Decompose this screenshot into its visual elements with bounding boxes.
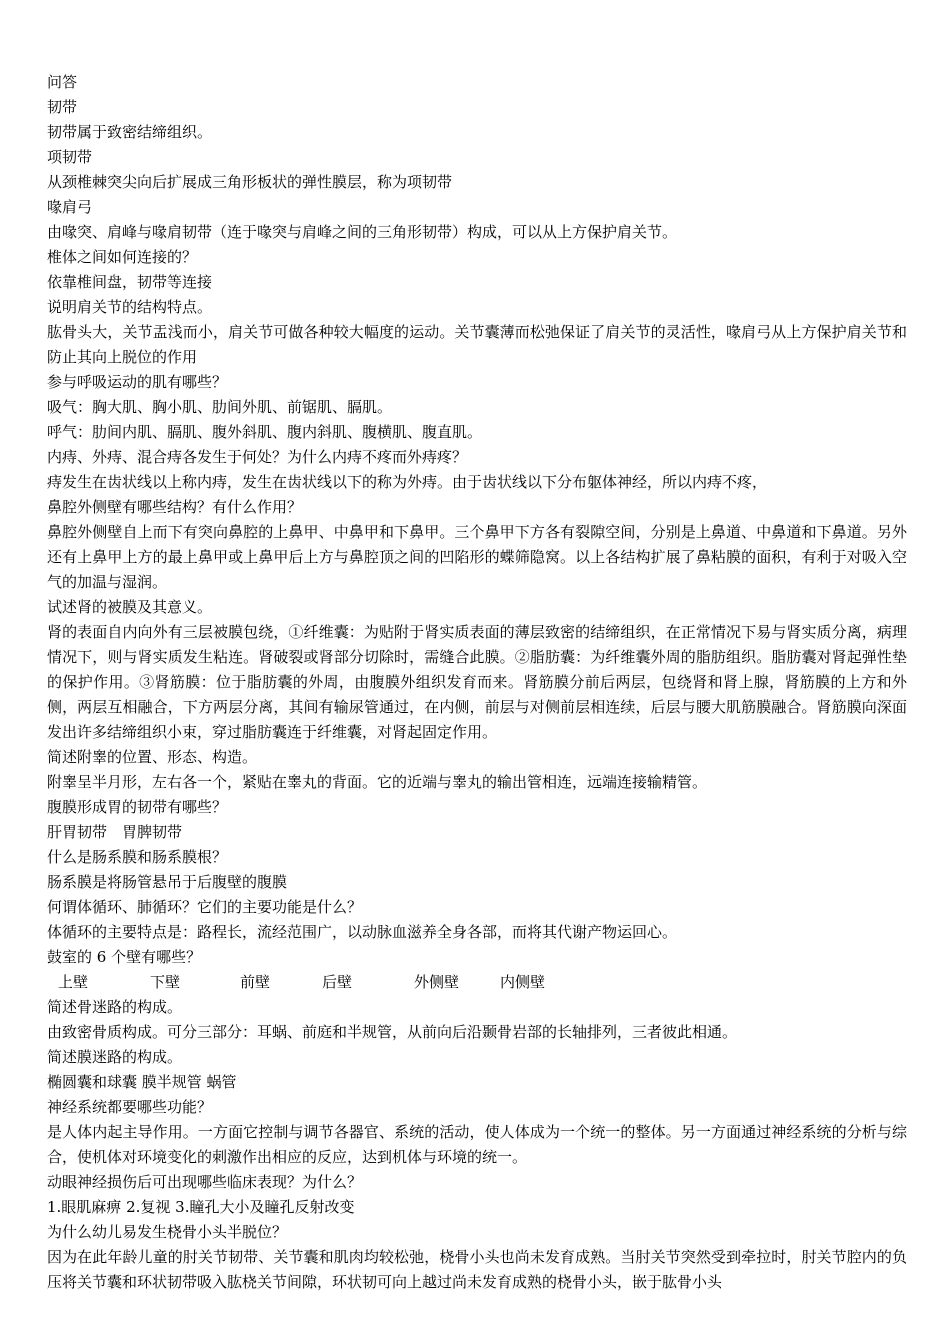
wall-item: 内侧壁 (500, 973, 546, 991)
answer-text: 1.眼肌麻痹 2.复视 3.瞳孔大小及瞳孔反射改变 (47, 1198, 355, 1216)
wall-item: 上壁 (58, 973, 89, 991)
question-text: 为什么幼儿易发生桡骨小头半脱位？ (47, 1223, 288, 1241)
answer-text: 痔发生在齿状线以上称内痔，发生在齿状线以下的称为外痔。由于齿状线以下分布躯体神经，所以内痔不疼， (47, 473, 768, 491)
term-heading: 项韧带 (47, 148, 93, 166)
answer-text: 肾的表面自内向外有三层被膜包绕，①纤维囊：为贴附于肾实质表面的薄层致密的结缔组织，在正常情况下易与肾实质分离，病理情况下，则与肾实质发生粘连。肾破裂或肾部分切除时，需缝合此膜。②脂肪囊：为纤维囊外周的脂肪组织。脂肪囊对肾起弹性垫的保护作用。③肾筋膜：位于脂肪囊的外周，由腹膜外组织发育而来。肾筋膜分前后两层，包绕肾和肾上腺，肾筋膜的上方和外侧，两层互相融合，下方两层分离，其间有输尿管通过，在内侧，前层与对侧前层相连续，后层与腰大肌筋膜融合。肾筋膜向深面发出许多结缔组织小束，穿过脂肪囊连于纤维囊，对肾起固定作用。 (47, 623, 907, 741)
section-heading: 问答 (47, 73, 78, 91)
wall-item: 下壁 (150, 973, 181, 991)
wall-item: 后壁 (322, 973, 353, 991)
definition-text: 韧带属于致密结缔组织。 (47, 123, 213, 141)
question-text: 何谓体循环、肺循环？它们的主要功能是什么？ (47, 898, 363, 916)
question-text: 椎体之间如何连接的？ (47, 248, 198, 266)
question-text: 内痔、外痔、混合痔各发生于何处？为什么内痔不疼而外痔疼？ (47, 448, 468, 466)
term-heading: 喙肩弓 (47, 198, 93, 216)
answer-text: 因为在此年龄儿童的肘关节韧带、关节囊和肌肉均较松弛，桡骨小头也尚未发育成熟。当肘关节突然受到牵拉时，肘关节腔内的负压将关节囊和环状韧带吸入肱桡关节间隙，环状韧可向上越过尚未发育成熟的桡骨小头，嵌于肱骨小头 (47, 1248, 907, 1291)
question-text: 鼓室的 6 个壁有哪些？ (47, 948, 202, 966)
answer-text: 吸气：胸大肌、胸小肌、肋间外肌、前锯肌、膈肌。 (47, 398, 393, 416)
tympanic-walls-list (47, 970, 907, 995)
question-text: 简述骨迷路的构成。 (47, 998, 183, 1016)
answer-text: 呼气：肋间内肌、膈肌、腹外斜肌、腹内斜肌、腹横肌、腹直肌。 (47, 423, 483, 441)
question-text: 神经系统都要哪些功能？ (47, 1098, 213, 1116)
answer-text: 附睾呈半月形，左右各一个，紧贴在睾丸的背面。它的近端与睾丸的输出管相连，远端连接输精管。 (47, 773, 708, 791)
answer-text: 肠系膜是将肠管悬吊于后腹壁的腹膜 (47, 873, 288, 891)
answer-text: 体循环的主要特点是：路程长，流经范围广，以动脉血滋养全身各部，而将其代谢产物运回心。 (47, 923, 678, 941)
question-text: 动眼神经损伤后可出现哪些临床表现？为什么？ (47, 1173, 363, 1191)
definition-text: 由喙突、肩峰与喙肩韧带（连于喙突与肩峰之间的三角形韧带）构成，可以从上方保护肩关节。 (47, 223, 678, 241)
question-text: 参与呼吸运动的肌有哪些？ (47, 373, 228, 391)
answer-text: 肱骨头大，关节盂浅而小，肩关节可做各种较大幅度的运动。关节囊薄而松弛保证了肩关节的灵活性，喙肩弓从上方保护肩关节和防止其向上脱位的作用 (47, 323, 907, 366)
question-text: 简述膜迷路的构成。 (47, 1048, 183, 1066)
question-text: 简述附睾的位置、形态、构造。 (47, 748, 258, 766)
wall-item: 外侧壁 (414, 973, 460, 991)
answer-text: 椭圆囊和球囊 膜半规管 蜗管 (47, 1073, 237, 1091)
question-text: 什么是肠系膜和肠系膜根？ (47, 848, 228, 866)
answer-text: 肝胃韧带 胃脾韧带 (47, 823, 183, 841)
wall-item: 前壁 (240, 973, 271, 991)
answer-text: 依靠椎间盘，韧带等连接 (47, 273, 213, 291)
question-text: 鼻腔外侧壁有哪些结构？有什么作用？ (47, 498, 303, 516)
document-page (47, 70, 907, 1295)
question-text: 腹膜形成胃的韧带有哪些？ (47, 798, 228, 816)
answer-text: 鼻腔外侧壁自上而下有突向鼻腔的上鼻甲、中鼻甲和下鼻甲。三个鼻甲下方各有裂隙空间，分别是上鼻道、中鼻道和下鼻道。另外还有上鼻甲上方的最上鼻甲或上鼻甲后上方与鼻腔顶之间的凹陷形的蝶筛隐窝。以上各结构扩展了鼻粘膜的面积，有利于对吸入空气的加温与湿润。 (47, 523, 907, 591)
question-text: 说明肩关节的结构特点。 (47, 298, 213, 316)
definition-text: 从颈椎棘突尖向后扩展成三角形板状的弹性膜层，称为项韧带 (47, 173, 453, 191)
term-heading: 韧带 (47, 98, 78, 116)
answer-text: 由致密骨质构成。可分三部分：耳蜗、前庭和半规管，从前向后沿颞骨岩部的长轴排列，三者彼此相通。 (47, 1023, 738, 1041)
question-text: 试述肾的被膜及其意义。 (47, 598, 213, 616)
answer-text: 是人体内起主导作用。一方面它控制与调节各器官、系统的活动，使人体成为一个统一的整体。另一方面通过神经系统的分析与综合，使机体对环境变化的刺激作出相应的反应，达到机体与环境的统一。 (47, 1123, 907, 1166)
